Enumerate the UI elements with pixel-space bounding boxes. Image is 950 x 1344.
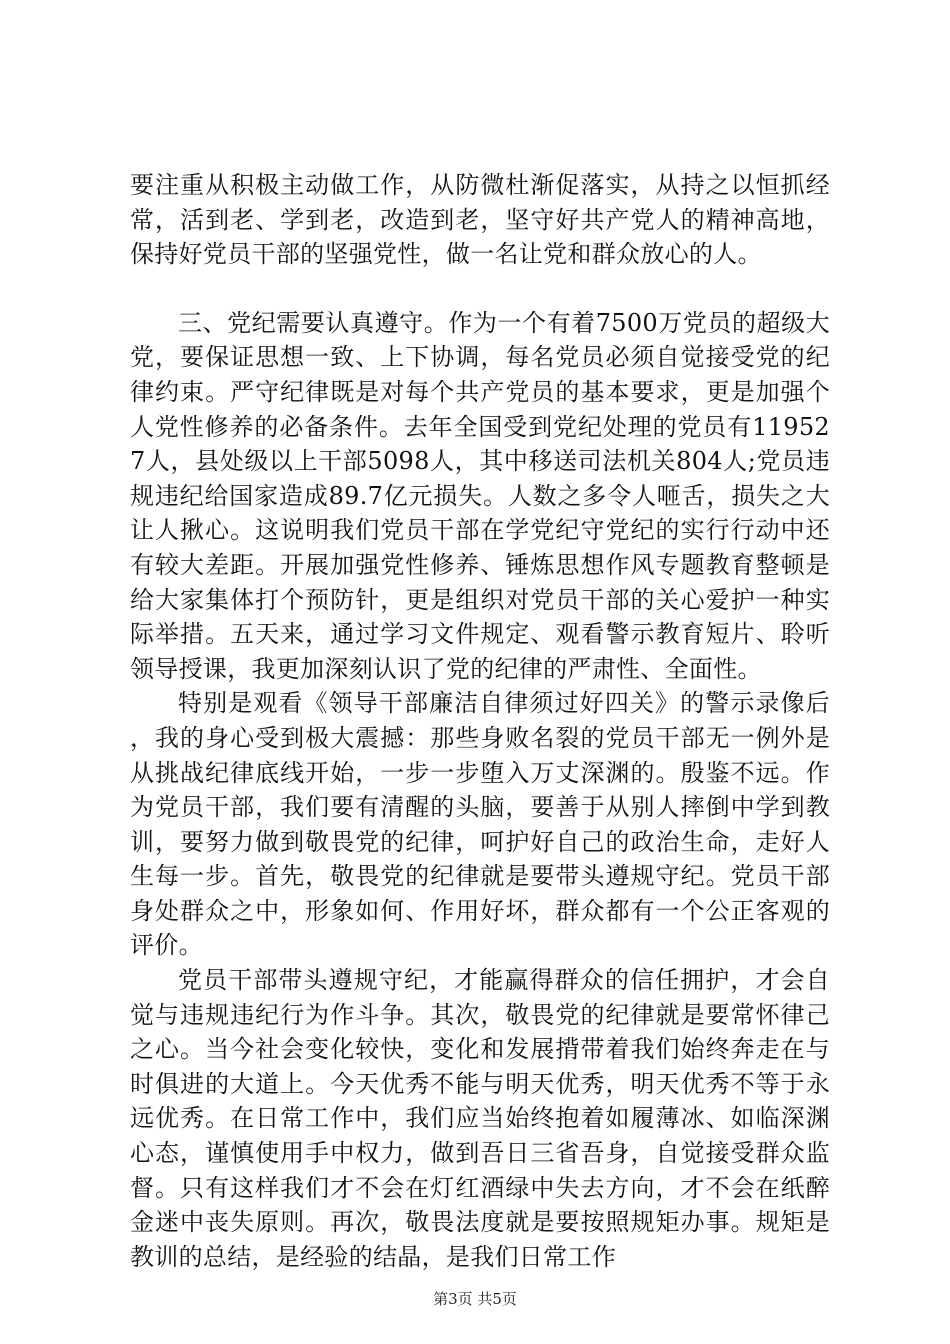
page-footer: 第3页 共5页	[433, 1290, 517, 1308]
paragraph-warning-video: 特别是观看《领导干部廉洁自律须过好四关》的警示录像后，我的身心受到极大震撼：那些身败名裂的党员干部无一例外是从挑战纪律底线开始，一步一步堕入万丈深渊的。殷鉴不远。作为党员干部，我们要有清醒的头脑，要善于从别人摔倒中学到教训，要努力做到敬畏党的纪律，呵护好自己的政治生命，走好人生每一步。首先，敬畏党的纪律就是要带头遵规守纪。党员干部身处群众之中，形象如何、作用好坏，群众都有一个公正客观的评价。	[130, 689, 830, 960]
paragraph-self-discipline: 党员干部带头遵规守纪，才能赢得群众的信任拥护，才会自觉与违规违纪行为作斗争。其次，敬畏党的纪律就是要常怀律己之心。当今社会变化较快，变化和发展揹带着我们始终奔走在与时俱进的大道上。今天优秀不能与明天优秀，明天优秀不等于永远优秀。在日常工作中，我们应当始终抱着如履薄冰、如临深渊心态，谨慎使用手中权力，做到吾日三省吾身，自觉接受群众监督。只有这样我们才不会在灯红酒绿中失去方向，才不会在纸醉金迷中丧失原则。再次，敬畏法度就是要按照规矩办事。规矩是教训的总结，是经验的结晶，是我们日常工作	[130, 966, 830, 1271]
paragraph-section-three: 三、党纪需要认真遵守。作为一个有着7500万党员的超级大党，要保证思想一致、上下协调，每名党员必须自觉接受党的纪律约束。严守纪律既是对每个共产党员的基本要求，更是加强个人党性修养的必备条件。去年全国受到党纪处理的党员有119527人，县处级以上干部5098人，其中移送司法机关804人;党员违规违纪给国家造成89.7亿元损失。人数之多令人咂舌，损失之大让人揪心。这说明我们党员干部在学党纪守党纪的实行行动中还有较大差距。开展加强党性修养、锤炼思想作风专题教育整顿是给大家集体打个预防针，更是组织对党员干部的关心爱护一种实际举措。五天来，通过学习文件规定、观看警示教育短片、聆听领导授课，我更加深刻认识了党的纪律的严肃性、全面性。	[130, 308, 830, 683]
document-body	[130, 168, 830, 1274]
paragraph-continuation: 要注重从积极主动做工作，从防微杜渐促落实，从持之以恒抓经常，活到老、学到老，改造到老，坚守好共产党人的精神高地，保持好党员干部的坚强党性，做一名让党和群众放心的人。	[130, 171, 830, 269]
